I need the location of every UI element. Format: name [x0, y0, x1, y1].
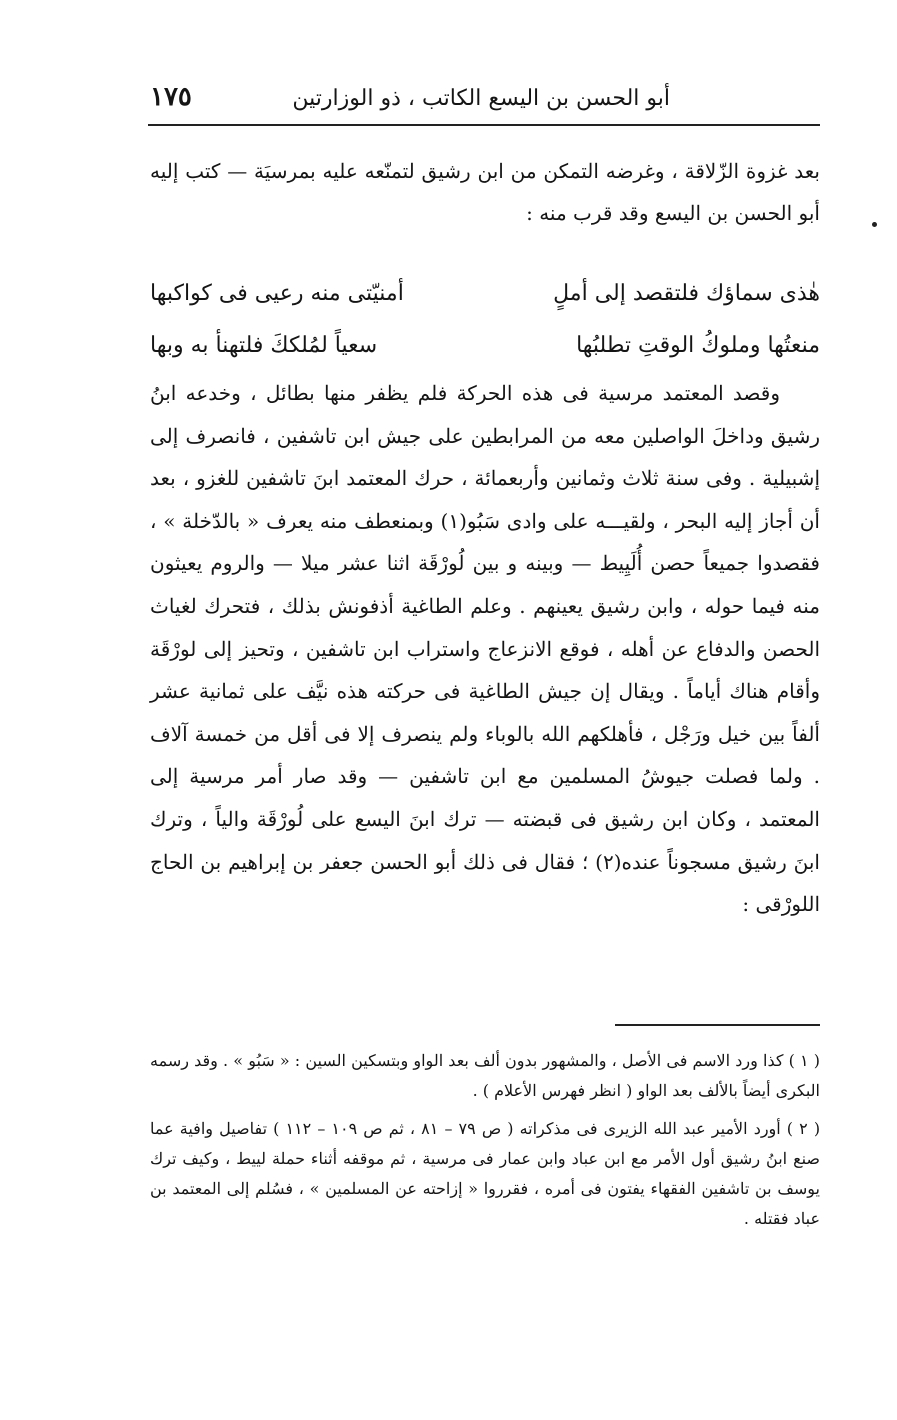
intro-paragraph-block: [150, 150, 820, 234]
header-rule: [148, 124, 820, 126]
running-title: أبو الحسن بن اليسع الكاتب ، ذو الوزارتين: [292, 86, 670, 111]
poem-verse: [150, 320, 820, 372]
footnotes: [150, 1046, 820, 1242]
footnote-2: ( ٢ ) أورد الأمير عبد الله الزيرى فى مذكراته ( ص ٧٩ – ٨١ ، ثم ص ١٠٩ – ١١٢ ) تفاصيل وافية عما صنع ابنُ رشيق أول الأمر مع ابن عباد وابن عمار فى مرسية ، ثم موقفه أثناء حملة لييط ، وكيف ترك يوسف بن تاشفين الفقهاء يفتون فى أمره ، فقرروا « إزاحته عن المسلمين » ، فسُلم إلى المعتمد بن عباد فقتله .: [150, 1119, 821, 1228]
poem-verse: [150, 268, 820, 320]
footnote-rule: [615, 1024, 820, 1026]
footnote-1: ( ١ ) كذا ورد الاسم فى الأصل ، والمشهور بدون ألف بعد الواو وبتسكين السين : « سَبُو » . وقد رسمه البكرى أيضاً بالألف بعد الواو ( انظر فهرس الأعلام ) .: [150, 1051, 821, 1100]
hemistich-second: أمنيّتى منه رعيى فى كواكبها: [150, 281, 404, 306]
main-text-block: [150, 372, 820, 926]
intro-paragraph: بعد غزوة الزّلاقة ، وغرضه التمكن من ابن رشيق لتمنّعه عليه بمرسيَة — كتب إليه أبو الحسن بن اليسع وقد قرب منه :: [150, 159, 820, 225]
main-paragraph: وقصد المعتمد مرسية فى هذه الحركة فلم يظفر منها بطائل ، وخدعه ابنُ رشيق وداخلَ الواصلين معه من المرابطين على جيش ابن تاشفين ، فانصرف إلى إشبيلية . وفى سنة ثلاث وثمانين وأربعمائة ، حرك المعتمد ابنَ تاشفين للغزو ، بعد أن أجاز إليه البحر ، ولقيـــه على وادى سَبُو(١) وبمنعطف منه يعرف « بالدّخلة » ، فقصدوا جميعاً حصن أُلَيِيط — وبينه و بين لُورْقَة اثنا عشر ميلا — والروم يعيثون منه فيما حوله ، وابن رشيق يعينهم . وعلم الطاغية أذفونش بذلك ، فتحرك لغياث الحصن والدفاع عن أهله ، فوقع الانزعاج واستراب ابن تاشفين ، وتحيز إلى لورْقَة وأقام هناك أياماً . ويقال إن جيش الطاغية فى حركته هذه نيَّف على ثمانية عشر ألفاً بين خيل ورَجْل ، فأهلكهم الله بالوباء ولم ينصرف إلا فى أقل من خمسة آلاف . ولما فصلت جيوشُ المسلمين مع ابن تاشفين — وقد صار أمر مرسية إلى المعتمد ، وكان ابن رشيق فى قبضته — ترك ابنَ اليسع على لُورْقَة والياً ، وترك ابنَ رشيق مسجوناً عنده(٢) ؛ فقال فى ذلك أبو الحسن جعفر بن إبراهيم بن الحاج اللورْقى :: [150, 381, 820, 917]
margin-mark: [872, 222, 877, 227]
hemistich-first: منعتُها وملوكُ الوقتِ تطلبُها: [576, 333, 820, 358]
page-number: ١٧٥: [150, 82, 192, 112]
hemistich-second: سعياً لمُلككَ فلتهنأ به وبها: [150, 333, 378, 358]
page-header: [150, 82, 820, 122]
poem: [150, 268, 820, 372]
hemistich-first: هٰذى سماؤك فلتقصد إلى أملٍ: [553, 281, 820, 306]
